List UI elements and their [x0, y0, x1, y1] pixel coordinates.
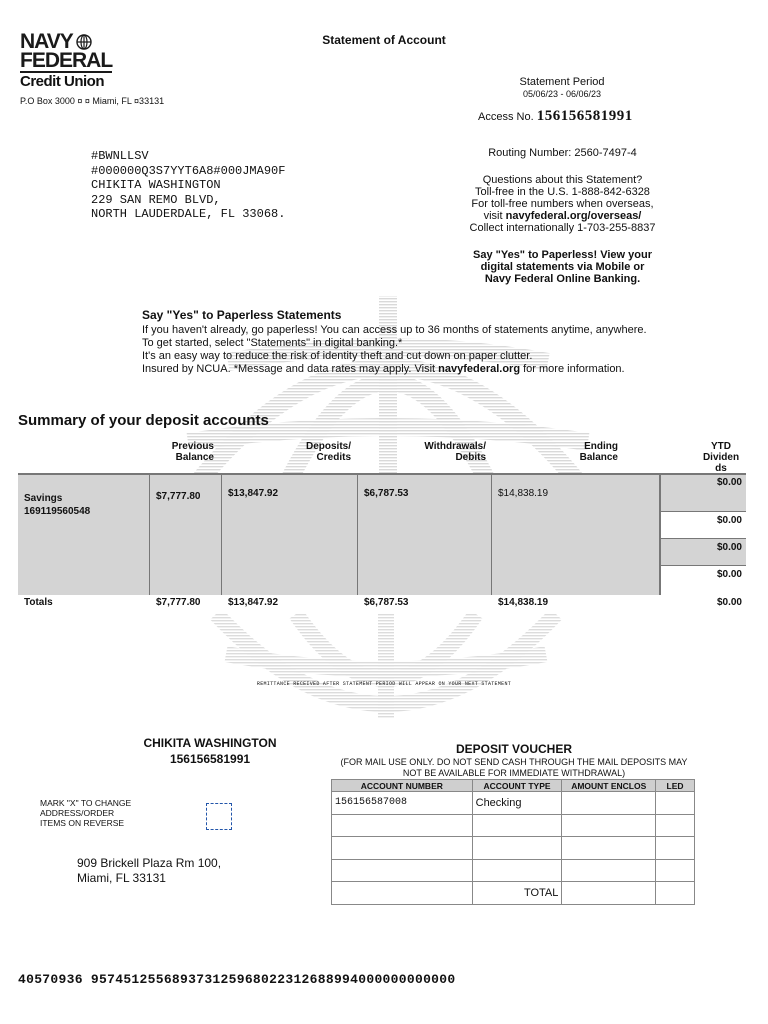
totals-ending: $14,838.19 — [498, 597, 549, 608]
account-summary-table — [18, 473, 746, 595]
change-address-checkbox[interactable] — [206, 803, 232, 830]
routing-number: Routing Number: 2560-7497-4 — [488, 147, 637, 159]
header-text: Withdrawals/ — [424, 441, 486, 452]
statement-period — [470, 76, 654, 99]
mark-line: ITEMS ON REVERSE — [40, 818, 125, 828]
statement-period-label: Statement Period — [519, 76, 605, 88]
voucher-cell[interactable] — [332, 814, 473, 837]
address-line: CHIKITA WASHINGTON — [91, 178, 221, 192]
mailing-address — [91, 149, 285, 222]
voucher-customer-number: 156156581991 — [169, 752, 251, 766]
voucher-cell[interactable] — [332, 859, 473, 882]
micr-line: 40570936 957451255689373125968022312688994000000000000 — [18, 972, 456, 987]
table-row — [332, 859, 695, 882]
voucher-customer — [110, 735, 310, 767]
totals-label: Totals — [24, 597, 53, 608]
voucher-total-row — [332, 882, 695, 905]
mark-line: ADDRESS/ORDER — [40, 808, 115, 818]
voucher-cell — [656, 882, 695, 905]
table-row — [332, 837, 695, 860]
header-text: Ending — [584, 441, 618, 452]
address-line: #BWNLLSV — [91, 149, 149, 163]
deposit-voucher-title: DEPOSIT VOUCHER — [455, 742, 572, 756]
header-ending-balance — [540, 441, 618, 463]
ytd-row: $0.00 — [660, 475, 746, 511]
voucher-cell[interactable] — [562, 814, 656, 837]
summary-title: Summary of your deposit accounts — [18, 412, 269, 429]
promo-line: Say "Yes" to Paperless! View your — [473, 249, 652, 261]
voucher-note-line: (FOR MAIL USE ONLY. DO NOT SEND CASH THROUGH THE MAIL DEPOSITS MAY — [340, 757, 688, 767]
account-previous-balance: $7,777.80 — [156, 491, 201, 502]
voucher-address-line: 909 Brickell Plaza Rm 100, — [77, 856, 222, 870]
logo-line-credit-union: Credit Union — [20, 73, 104, 90]
voucher-cell[interactable] — [472, 837, 562, 860]
header-text: Credits — [316, 452, 351, 463]
header-text: Balance — [579, 452, 618, 463]
logo-line-federal: FEDERAL — [20, 49, 113, 72]
account-withdrawals: $6,787.53 — [364, 488, 409, 499]
deposit-voucher-note — [333, 757, 695, 779]
access-number — [478, 108, 633, 125]
promo-line: digital statements via Mobile or — [480, 261, 645, 273]
voucher-account-type: Checking — [472, 792, 562, 815]
col-account-number: ACCOUNT NUMBER — [332, 780, 473, 792]
contact-info — [455, 147, 670, 300]
address-line: #000000Q3S7YYT6A8#000JMA90F — [91, 163, 286, 178]
navyfederal-link[interactable]: navyfederal.org — [438, 363, 521, 375]
header-text: Balance — [175, 452, 214, 463]
col-led: LED — [656, 780, 695, 792]
table-row — [332, 814, 695, 837]
voucher-account-number: 156156587008 — [332, 792, 473, 815]
voucher-address — [77, 856, 221, 886]
header-withdrawals — [400, 441, 486, 463]
voucher-total-amount[interactable] — [562, 882, 656, 905]
contact-line: Questions about this Statement? — [482, 174, 643, 186]
header-previous-balance — [150, 441, 214, 463]
totals-ytd: $0.00 — [716, 597, 742, 608]
contact-line — [455, 210, 670, 222]
account-name-cell — [24, 492, 90, 518]
paperless-line: It's an easy way to reduce the risk of identity theft and cut down on paper clutter. — [142, 350, 533, 362]
paperless-line: If you haven't already, go paperless! You can access up to 36 months of statements anytime, anywhere. — [142, 324, 647, 336]
po-box-address: P.O Box 3000 ¤ ¤ Miami, FL ¤33131 — [20, 96, 165, 106]
totals-withdrawals: $6,787.53 — [364, 597, 409, 608]
voucher-led-cell[interactable] — [656, 792, 695, 815]
voucher-cell[interactable] — [472, 814, 562, 837]
address-line: NORTH LAUDERDALE, FL 33068. — [91, 207, 286, 221]
paperless-text: Insured by NCUA. *Message and data rates may apply. Visit — [142, 363, 436, 375]
voucher-cell[interactable] — [562, 859, 656, 882]
account-number: 169119560548 — [24, 506, 91, 517]
promo-line: Navy Federal Online Banking. — [484, 273, 641, 285]
voucher-cell[interactable] — [656, 837, 695, 860]
voucher-cell[interactable] — [562, 837, 656, 860]
voucher-cell[interactable] — [332, 837, 473, 860]
table-row — [332, 792, 695, 815]
voucher-amount-cell[interactable] — [562, 792, 656, 815]
remittance-note: REMITTANCE RECEIVED AFTER STATEMENT PERIOD WILL APPEAR ON YOUR NEXT STATEMENT — [256, 681, 512, 687]
paperless-heading: Say "Yes" to Paperless Statements — [142, 308, 342, 322]
header-text: Dividen — [702, 452, 740, 463]
ytd-row: $0.00 — [660, 511, 746, 538]
header-text: Deposits/ — [305, 441, 351, 452]
deposit-voucher-table — [331, 779, 695, 905]
voucher-cell[interactable] — [656, 814, 695, 837]
paperless-text: for more information. — [523, 363, 625, 375]
questions-block — [455, 174, 670, 234]
watermark-globe-bottom — [196, 614, 576, 724]
paperless-promo — [455, 249, 670, 285]
voucher-cell[interactable] — [656, 859, 695, 882]
statement-title: Statement of Account — [322, 33, 446, 47]
header-text: Debits — [455, 452, 486, 463]
col-amount-enclosed: AMOUNT ENCLOS — [562, 780, 656, 792]
ytd-row: $0.00 — [660, 538, 746, 565]
header-deposits — [270, 441, 351, 463]
voucher-cell[interactable] — [472, 859, 562, 882]
voucher-note-line: NOT BE AVAILABLE FOR IMMEDIATE WITHDRAWAL) — [402, 768, 626, 778]
voucher-cell — [332, 882, 473, 905]
logo-line-navy: NAVY — [20, 30, 73, 53]
contact-line: For toll-free numbers when overseas, — [471, 198, 654, 210]
header-text: YTD — [711, 441, 731, 452]
mark-x-instruction — [40, 798, 131, 828]
col-account-type: ACCOUNT TYPE — [472, 780, 562, 792]
totals-deposits: $13,847.92 — [228, 597, 279, 608]
header-text: ds — [715, 463, 727, 474]
statement-period-value: 05/06/23 - 06/06/23 — [522, 89, 602, 99]
account-deposits: $13,847.92 — [228, 488, 279, 499]
contact-line: Toll-free in the U.S. 1-888-842-6328 — [475, 186, 650, 198]
account-ending-balance: $14,838.19 — [498, 488, 549, 499]
access-number-value: 156156581991 — [536, 108, 633, 124]
voucher-header-row — [332, 780, 695, 792]
paperless-section — [142, 309, 647, 376]
voucher-address-line: Miami, FL 33131 — [77, 871, 166, 885]
paperless-line: To get started, select "Statements" in digital banking.* — [142, 337, 403, 349]
contact-visit: visit — [483, 210, 503, 222]
totals-previous: $7,777.80 — [156, 597, 201, 608]
header-text: Previous — [171, 441, 214, 452]
access-label: Access No. — [478, 111, 534, 123]
voucher-customer-name: CHIKITA WASHINGTON — [143, 736, 277, 750]
overseas-link[interactable]: navyfederal.org/overseas/ — [505, 210, 642, 222]
header-ytd-dividends — [696, 441, 746, 474]
address-line: 229 SAN REMO BLVD, — [91, 192, 221, 207]
ytd-row: $0.00 — [660, 565, 746, 595]
mark-line: MARK "X" TO CHANGE — [40, 798, 132, 808]
contact-line: Collect internationally 1-703-255-8837 — [469, 222, 656, 234]
paperless-line — [142, 363, 647, 376]
account-name: Savings — [24, 493, 63, 504]
voucher-total-label: TOTAL — [472, 882, 562, 905]
